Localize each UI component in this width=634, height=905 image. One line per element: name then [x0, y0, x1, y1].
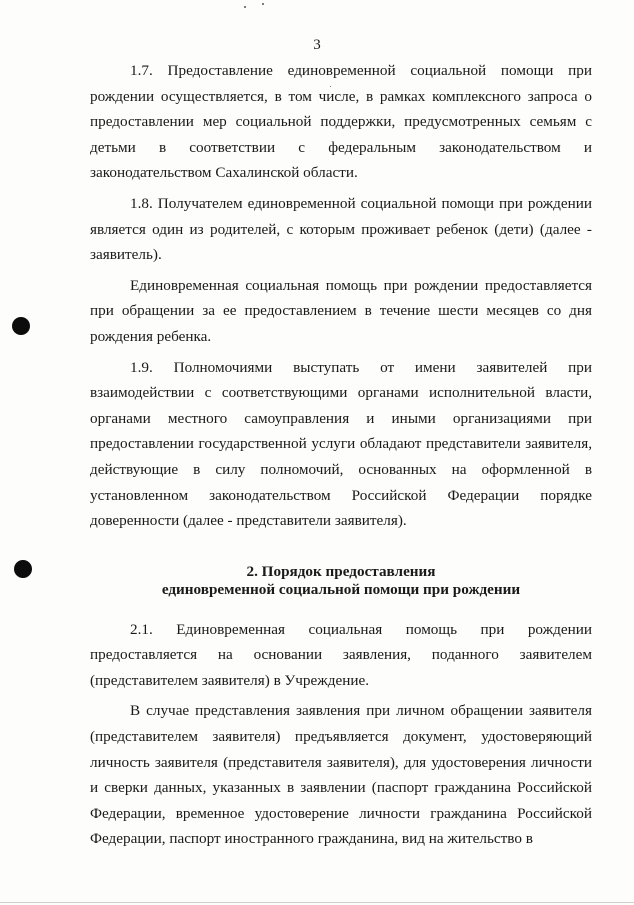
paragraph-1-8: 1.8. Получателем единовременной социальной помощи при рождении является один из родителей, с которым проживает ребенок (дети) (далее - заявитель).	[90, 194, 592, 264]
paragraph-2-1: 2.1. Единовременная социальная помощь при рождении предоставляется на основании заявления, поданного заявителем (представителем заявителя) в Учреждение.	[90, 620, 592, 689]
paragraph-1-9: 1.9. Полномочиями выступать от имени заявителей при взаимодействии с соответствующими органами исполнительной власти, органами местного самоуправления и иными организациями при предоставлении государственной услуги обладают представители заявителя, действующие в силу полномочий, основанных на оформленной в установленном законодательством Российской Федерации порядке доверенности (далее - представители заявителя).	[90, 358, 592, 530]
scan-speck	[244, 6, 246, 8]
section-heading-line-2: единовременной социальной помощи при рождении	[161, 580, 521, 598]
scan-speck	[262, 3, 264, 5]
paragraph-1-7: 1.7. Предоставление единовременной социальной помощи при рождении осуществляется, в том числе, в рамках комплексного запроса о предоставлении мер социальной поддержки, предусмотренных семьям с детьми в соответствии с федеральным законодательством и законодательством Сахалинской области.	[90, 62, 592, 182]
paragraph-2-1-continued: В случае представления заявления при личном обращении заявителя (представителем заявителя) предъявляется документ, удостоверяющий личность заявителя (представителя заявителя), для удостоверения личности и сверки данных, указанных в заявлении (паспорт гражданина Российской Федерации, временное удостоверение личности гражданина Российской Федерации, паспорт иностранного гражданина, вид на жительство в	[90, 702, 592, 848]
scan-edge	[0, 902, 634, 903]
paragraph-1-8-continued: Единовременная социальная помощь при рождении предоставляется при обращении за ее предоставлением в течение шести месяцев со дня рождения ребенка.	[90, 276, 592, 345]
punch-hole	[12, 317, 30, 335]
punch-hole	[14, 560, 32, 578]
section-heading	[90, 563, 592, 599]
document-body	[90, 58, 592, 852]
section-heading-line-1: 2. Порядок предоставления	[246, 562, 436, 580]
page-number: 3	[313, 37, 321, 53]
